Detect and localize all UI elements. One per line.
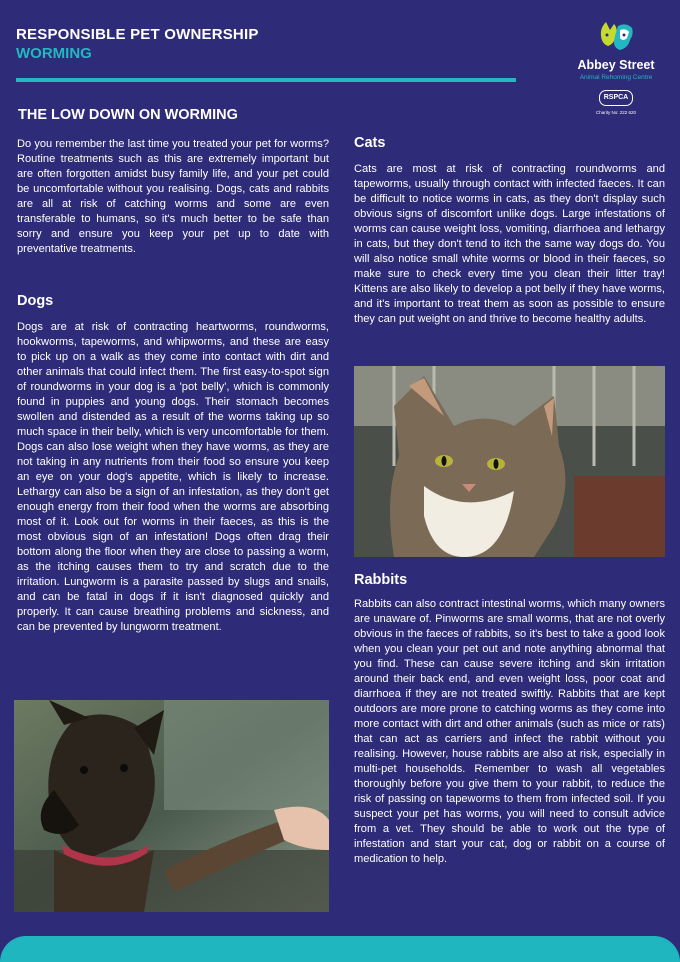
intro-heading: THE LOW DOWN ON WORMING [18, 107, 238, 123]
header-divider [16, 78, 516, 82]
rabbits-paragraph: Rabbits can also contract intestinal worms, which many owners are unaware of. Pinworms are small worms, that are not overly obvious in the faeces of rabbits, so it's best to take a good look when you clean your pet out and note anything abnormal that you find. These can cause severe itching and skin irritation around their back end, and even weight loss, poor coat and diarrhoea if they are not treated swiftly. Rabbits that are kept outdoors are more prone to catching worms as they come into more contact with dirt and other animals (such as mice or rats) that can act as carriers and infect the rabbit without you realising. However, house rabbits are also at risk, especially in multi-pet households. Remember to wash all vegetables thoroughly before you give them to your rabbit, to reduce the risk of passing on tapeworms to them from infected soil. If you suspect your pet has worms, you will need to consult advice from a vet. They should be able to work out the type of infestation and start your cat, dog or rabbit on a course of medication to help. [354, 598, 665, 865]
rabbits-heading: Rabbits [354, 572, 408, 588]
dogs-paragraph: Dogs are at risk of contracting heartworms, roundworms, hookworms, tapeworms, and whipworms, and these are easy to pick up on a walk as they come into contact with dirt and other animals that could infect them. The first easy-to-spot sign of roundworms in your dog is a 'pot belly', which is commonly found in puppies and young dogs. Their stomach becomes swollen and distended as a result of the worms taking up so much space in their belly, which is very uncomfortable for them. Dogs can also lose weight when they have worms, as they are not taking in any nutrients from their food so ensure you keep an eye on your dog's appetite, which is likely to increase. Lethargy can also be a sign of an infestation, as they don't get enough energy from their food when the worms are absorbing most of it. Look out for worms in their faeces, as this is the most obvious sign of an infestation! Dogs often drag their bottom along the floor when they are close to passing a worm, as the itching causes them to try and scratch due to the irritation. Lungworm is a parasite passed by slugs and snails, and can be fatal in dogs if it isn't diagnosed quickly and properly. It can cause breathing problems and sickness, and can be prevented by lungworm treatment. [17, 321, 329, 633]
rspca-badge: RSPCA [599, 90, 633, 106]
document-subtitle: WORMING [16, 45, 92, 62]
cats-paragraph: Cats are most at risk of contracting roundworms and tapeworms, usually through contact with infected faeces. It can be difficult to notice worms in cats, as they don't display such obvious signs of discomfort unlike dogs. Large infestations of worms can cause weight loss, vomiting, diarrhoea and lethargy in cats, but they don't tend to itch the same way dogs do. You will also notice small white worms or blood in their faeces, so make sure to check every time you clean their litter tray! Kittens are also likely to develop a pot belly if they have worms, and it's important to treat them as soon as possible to ensure they can put weight on and thrive to become healthy adults. [354, 163, 665, 325]
footer-band [0, 936, 680, 962]
logo-tagline: Animal Rehoming Centre [579, 74, 653, 81]
cat-photo [354, 366, 665, 557]
logo-name: Abbey Street [577, 58, 655, 72]
intro-paragraph: Do you remember the last time you treated your pet for worms? Routine treatments such as this are extremely important but are often forgotten amidst busy family life, and your pet could be uncomfortable without you realising. Dogs, cats and rabbits are all at risk of catching worms and some are even transferable to humans, so it's much better to be safe than sorry and ensure you keep your pet up to date with preventative treatments. [17, 138, 329, 255]
document-title: RESPONSIBLE PET OWNERSHIP [16, 26, 259, 43]
abbey-street-logo [566, 18, 666, 122]
charity-number: Charity No: 222 620 [595, 110, 637, 115]
cats-heading: Cats [354, 135, 386, 151]
dog-photo [14, 700, 329, 912]
cat-dog-logo-icon [596, 18, 636, 58]
dogs-heading: Dogs [17, 293, 54, 309]
